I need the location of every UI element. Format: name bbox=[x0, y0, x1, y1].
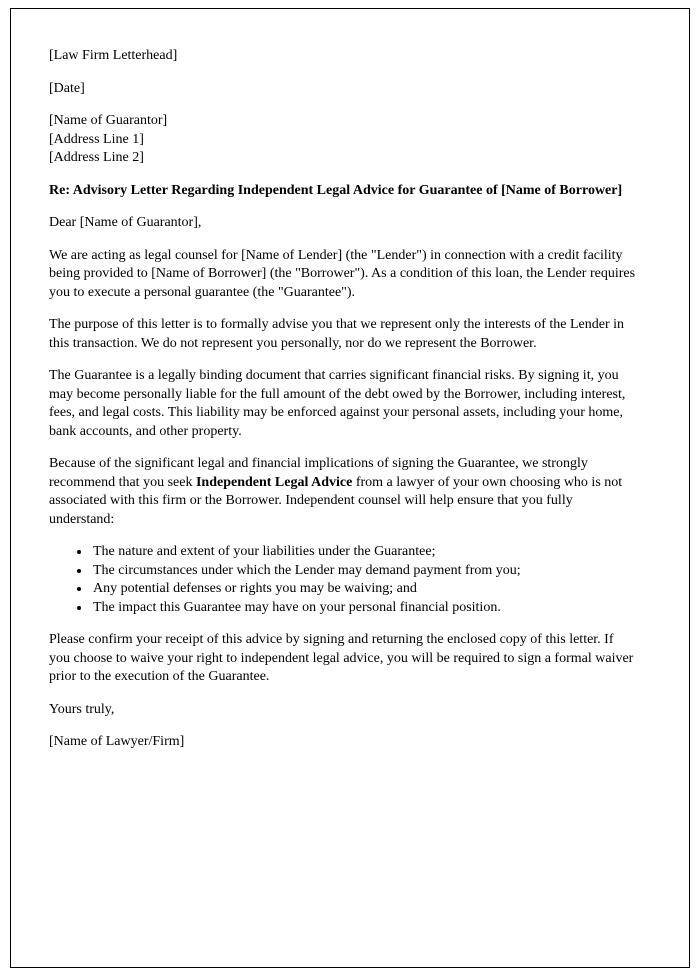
subject-line: Re: Advisory Letter Regarding Independent Legal Advice for Guarantee of [Name of Borrower] bbox=[49, 182, 623, 198]
letterhead-placeholder: [Law Firm Letterhead] bbox=[49, 48, 178, 63]
recipient-name: [Name of Guarantor] bbox=[49, 113, 168, 128]
paragraph-scope: The purpose of this letter is to formally advise you that we represent only the interests of the Lender in this transaction. We do not represent you personally, nor do we represent the Borrower. bbox=[49, 317, 625, 351]
closing-line: Yours truly, bbox=[49, 701, 115, 717]
signature-placeholder: [Name of Lawyer/Firm] bbox=[49, 734, 185, 749]
advice-bullet-list bbox=[49, 543, 637, 617]
paragraph-confirmation: Please confirm your receipt of this advice by signing and returning the enclosed copy of this letter. If you choose to waive your right to independent legal advice, you will be required to sign a formal waiver prior to the execution of the Guarantee. bbox=[49, 632, 634, 684]
advice-text-bold: Independent Legal Advice bbox=[195, 474, 353, 490]
recipient-address-line-2: [Address Line 2] bbox=[49, 150, 144, 165]
paragraph-advice bbox=[49, 455, 637, 529]
paragraph-risks: The Guarantee is a legally binding document that carries significant financial risks. By signing it, you may become personally liable for the full amount of the debt owed by the Borrower, including interest, fees, and legal costs. This liability may be enforced against your personal assets, including your home, bank accounts, and other property. bbox=[49, 368, 626, 439]
salutation: Dear [Name of Guarantor], bbox=[49, 215, 202, 230]
recipient-address-line-1: [Address Line 1] bbox=[49, 131, 144, 147]
advice-text-after: from a lawyer of your own choosing who is not associated with this firm or the Borrower. Independent counsel will help ensure that you fully understand: bbox=[49, 474, 623, 527]
paragraph-representation: We are acting as legal counsel for [Name of Lender] (the "Lender") in connection with a credit facility being provided to [Name of Borrower] (the "Borrower"). As a condition of this loan, the Lender requires you to execute a personal guarantee (the "Guarantee"). bbox=[49, 247, 636, 300]
advice-text-before: Because of the significant legal and financial implications of signing the Guarantee, we strongly recommend that you seek bbox=[49, 456, 588, 490]
bullet-liabilities: • The nature and extent of your liabilities under the Guarantee; bbox=[91, 543, 637, 562]
bullet-impact: • The impact this Guarantee may have on your personal financial position. bbox=[91, 599, 637, 618]
recipient-address-block bbox=[49, 112, 637, 168]
date-line: [Date] bbox=[49, 80, 85, 96]
bullet-defenses: • Any potential defenses or rights you may be waiving; and bbox=[91, 580, 637, 599]
bullet-circumstances: • The circumstances under which the Lender may demand payment from you; bbox=[91, 562, 637, 581]
letter-page bbox=[10, 8, 690, 968]
